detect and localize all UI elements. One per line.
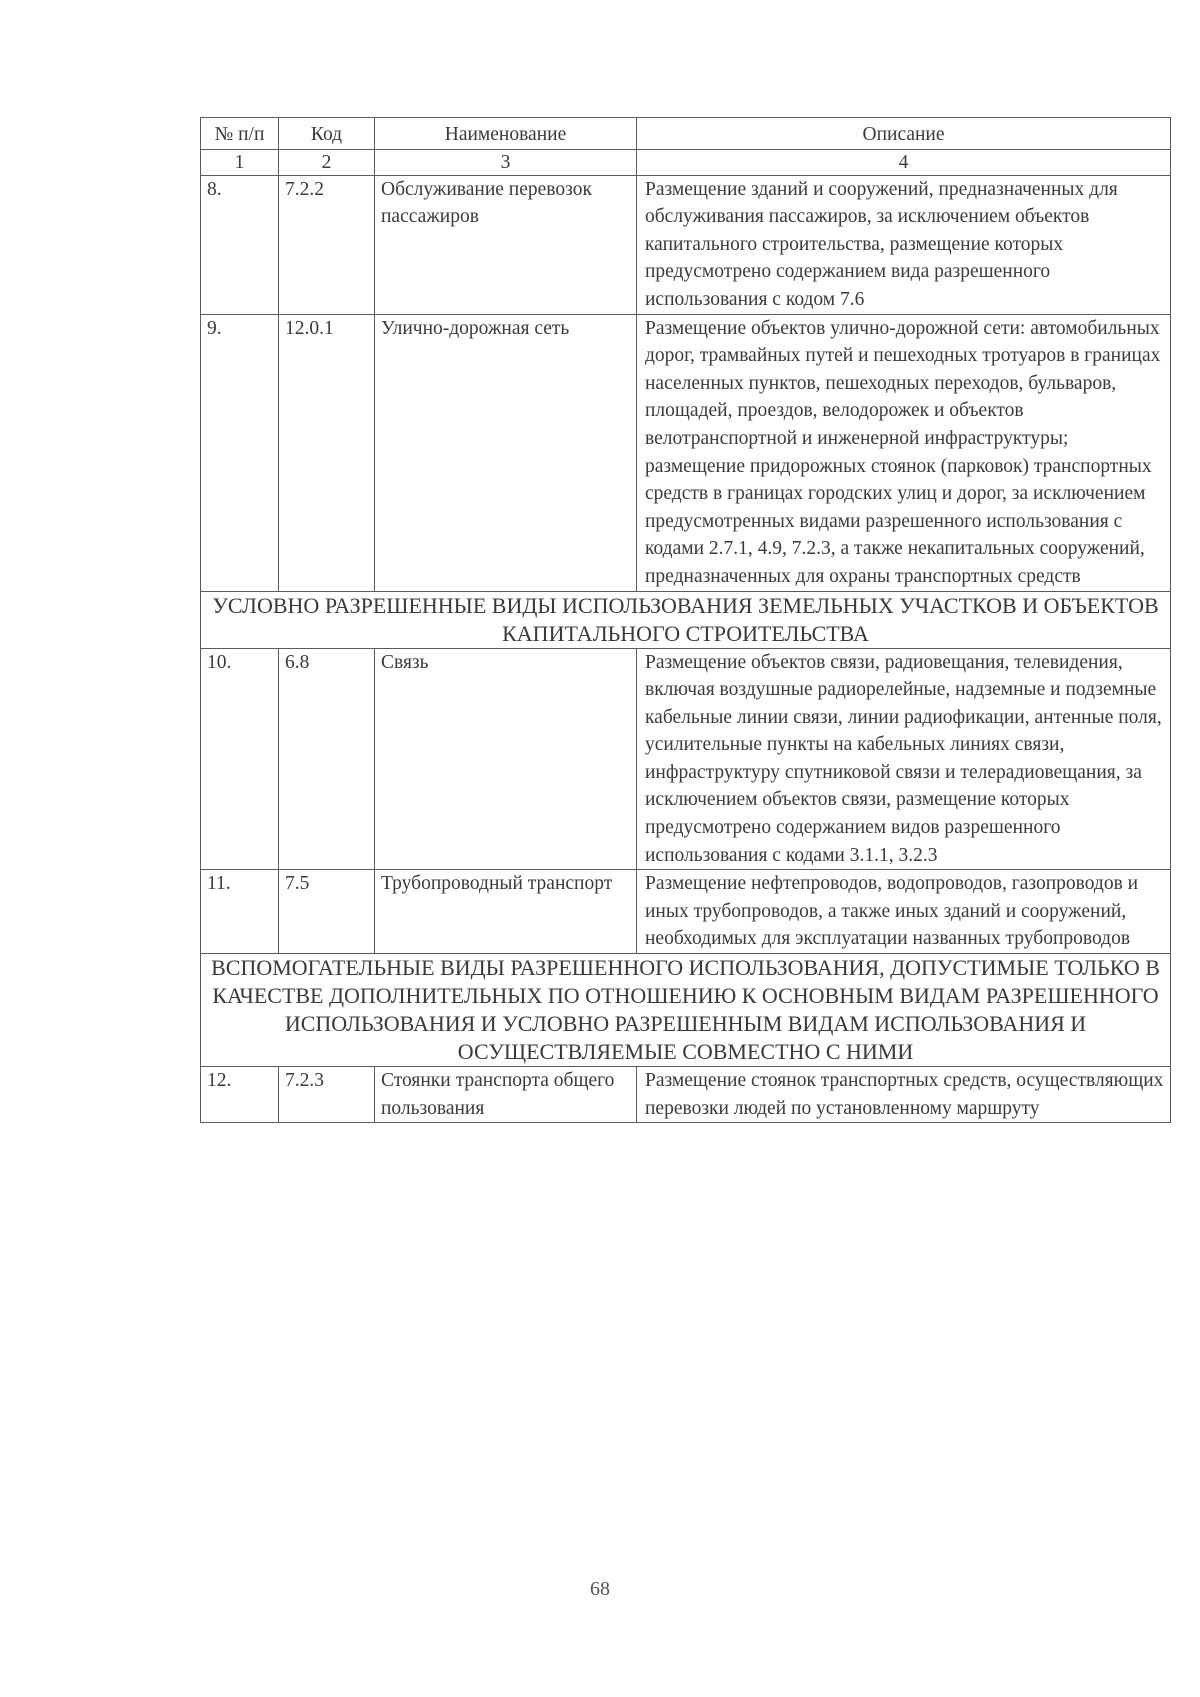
section-heading-conditional: УСЛОВНО РАЗРЕШЕННЫЕ ВИДЫ ИСПОЛЬЗОВАНИЯ ЗЕМЕЛЬНЫХ УЧАСТКОВ И ОБЪЕКТОВ КАПИТАЛЬНОГО СТРОИТЕЛЬСТВА [201,591,1171,648]
header-description: Описание [637,118,1171,150]
header-name: Наименование [375,118,637,150]
section-heading-row [201,591,1171,648]
row-name: Стоянки транспорта общего пользования [375,1067,637,1123]
row-number: 9. [201,314,279,591]
column-number: 4 [637,149,1171,175]
header-number: № п/п [201,118,279,150]
row-description: Размещение объектов связи, радиовещания, телевидения, включая воздушные радиорелейные, надземные и подземные кабельные линии связи, линии радиофикации, антенные поля, усилительные пункты на кабельных линиях связи, инфраструктуру спутниковой связи и телерадиовещания, за исключением объектов связи, размещение которых предусмотрено содержанием видов разрешенного использования с кодами 3.1.1, 3.2.3 [637,648,1171,870]
table-row [201,870,1171,954]
row-code: 6.8 [279,648,375,870]
row-description: Размещение зданий и сооружений, предназначенных для обслуживания пассажиров, за исключением объектов капитального строительства, размещение которых предусмотрено содержанием вида разрешенного использования с кодом 7.6 [637,175,1171,314]
page-number: 68 [590,1578,610,1600]
row-name: Улично-дорожная сеть [375,314,637,591]
row-name: Обслуживание перевозок пассажиров [375,175,637,314]
column-number: 2 [279,149,375,175]
row-code: 7.5 [279,870,375,954]
header-row [201,118,1171,150]
table-row [201,314,1171,591]
header-code: Код [279,118,375,150]
row-number: 12. [201,1067,279,1123]
row-number: 10. [201,648,279,870]
row-code: 7.2.3 [279,1067,375,1123]
land-use-table [200,117,1171,1123]
column-number-row [201,149,1171,175]
table-row [201,1067,1171,1123]
row-code: 12.0.1 [279,314,375,591]
row-description: Размещение нефтепроводов, водопроводов, газопроводов и иных трубопроводов, а также иных зданий и сооружений, необходимых для эксплуатации названных трубопроводов [637,870,1171,954]
row-name: Связь [375,648,637,870]
row-code: 7.2.2 [279,175,375,314]
row-description: Размещение объектов улично-дорожной сети: автомобильных дорог, трамвайных путей и пешеходных тротуаров в границах населенных пунктов, пешеходных переходов, бульваров, площадей, проездов, велодорожек и объектов велотранспортной и инженерной инфраструктуры; размещение придорожных стоянок (парковок) транспортных средств в границах городских улиц и дорог, за исключением предусмотренных видами разрешенного использования с кодами 2.7.1, 4.9, 7.2.3, а также некапитальных сооружений, предназначенных для охраны транспортных средств [637,314,1171,591]
row-name: Трубопроводный транспорт [375,870,637,954]
table-row [201,648,1171,870]
section-heading-row [201,954,1171,1067]
row-number: 11. [201,870,279,954]
column-number: 1 [201,149,279,175]
section-heading-auxiliary: ВСПОМОГАТЕЛЬНЫЕ ВИДЫ РАЗРЕШЕННОГО ИСПОЛЬЗОВАНИЯ, ДОПУСТИМЫЕ ТОЛЬКО В КАЧЕСТВЕ ДОПОЛНИТЕЛЬНЫХ ПО ОТНОШЕНИЮ К ОСНОВНЫМ ВИДАМ РАЗРЕШЕННОГО ИСПОЛЬЗОВАНИЯ И УСЛОВНО РАЗРЕШЕННЫМ ВИДАМ ИСПОЛЬЗОВАНИЯ И ОСУЩЕСТВЛЯЕМЫЕ СОВМЕСТНО С НИМИ [201,954,1171,1067]
table-row [201,175,1171,314]
row-number: 8. [201,175,279,314]
column-number: 3 [375,149,637,175]
row-description: Размещение стоянок транспортных средств, осуществляющих перевозки людей по установленному маршруту [637,1067,1171,1123]
